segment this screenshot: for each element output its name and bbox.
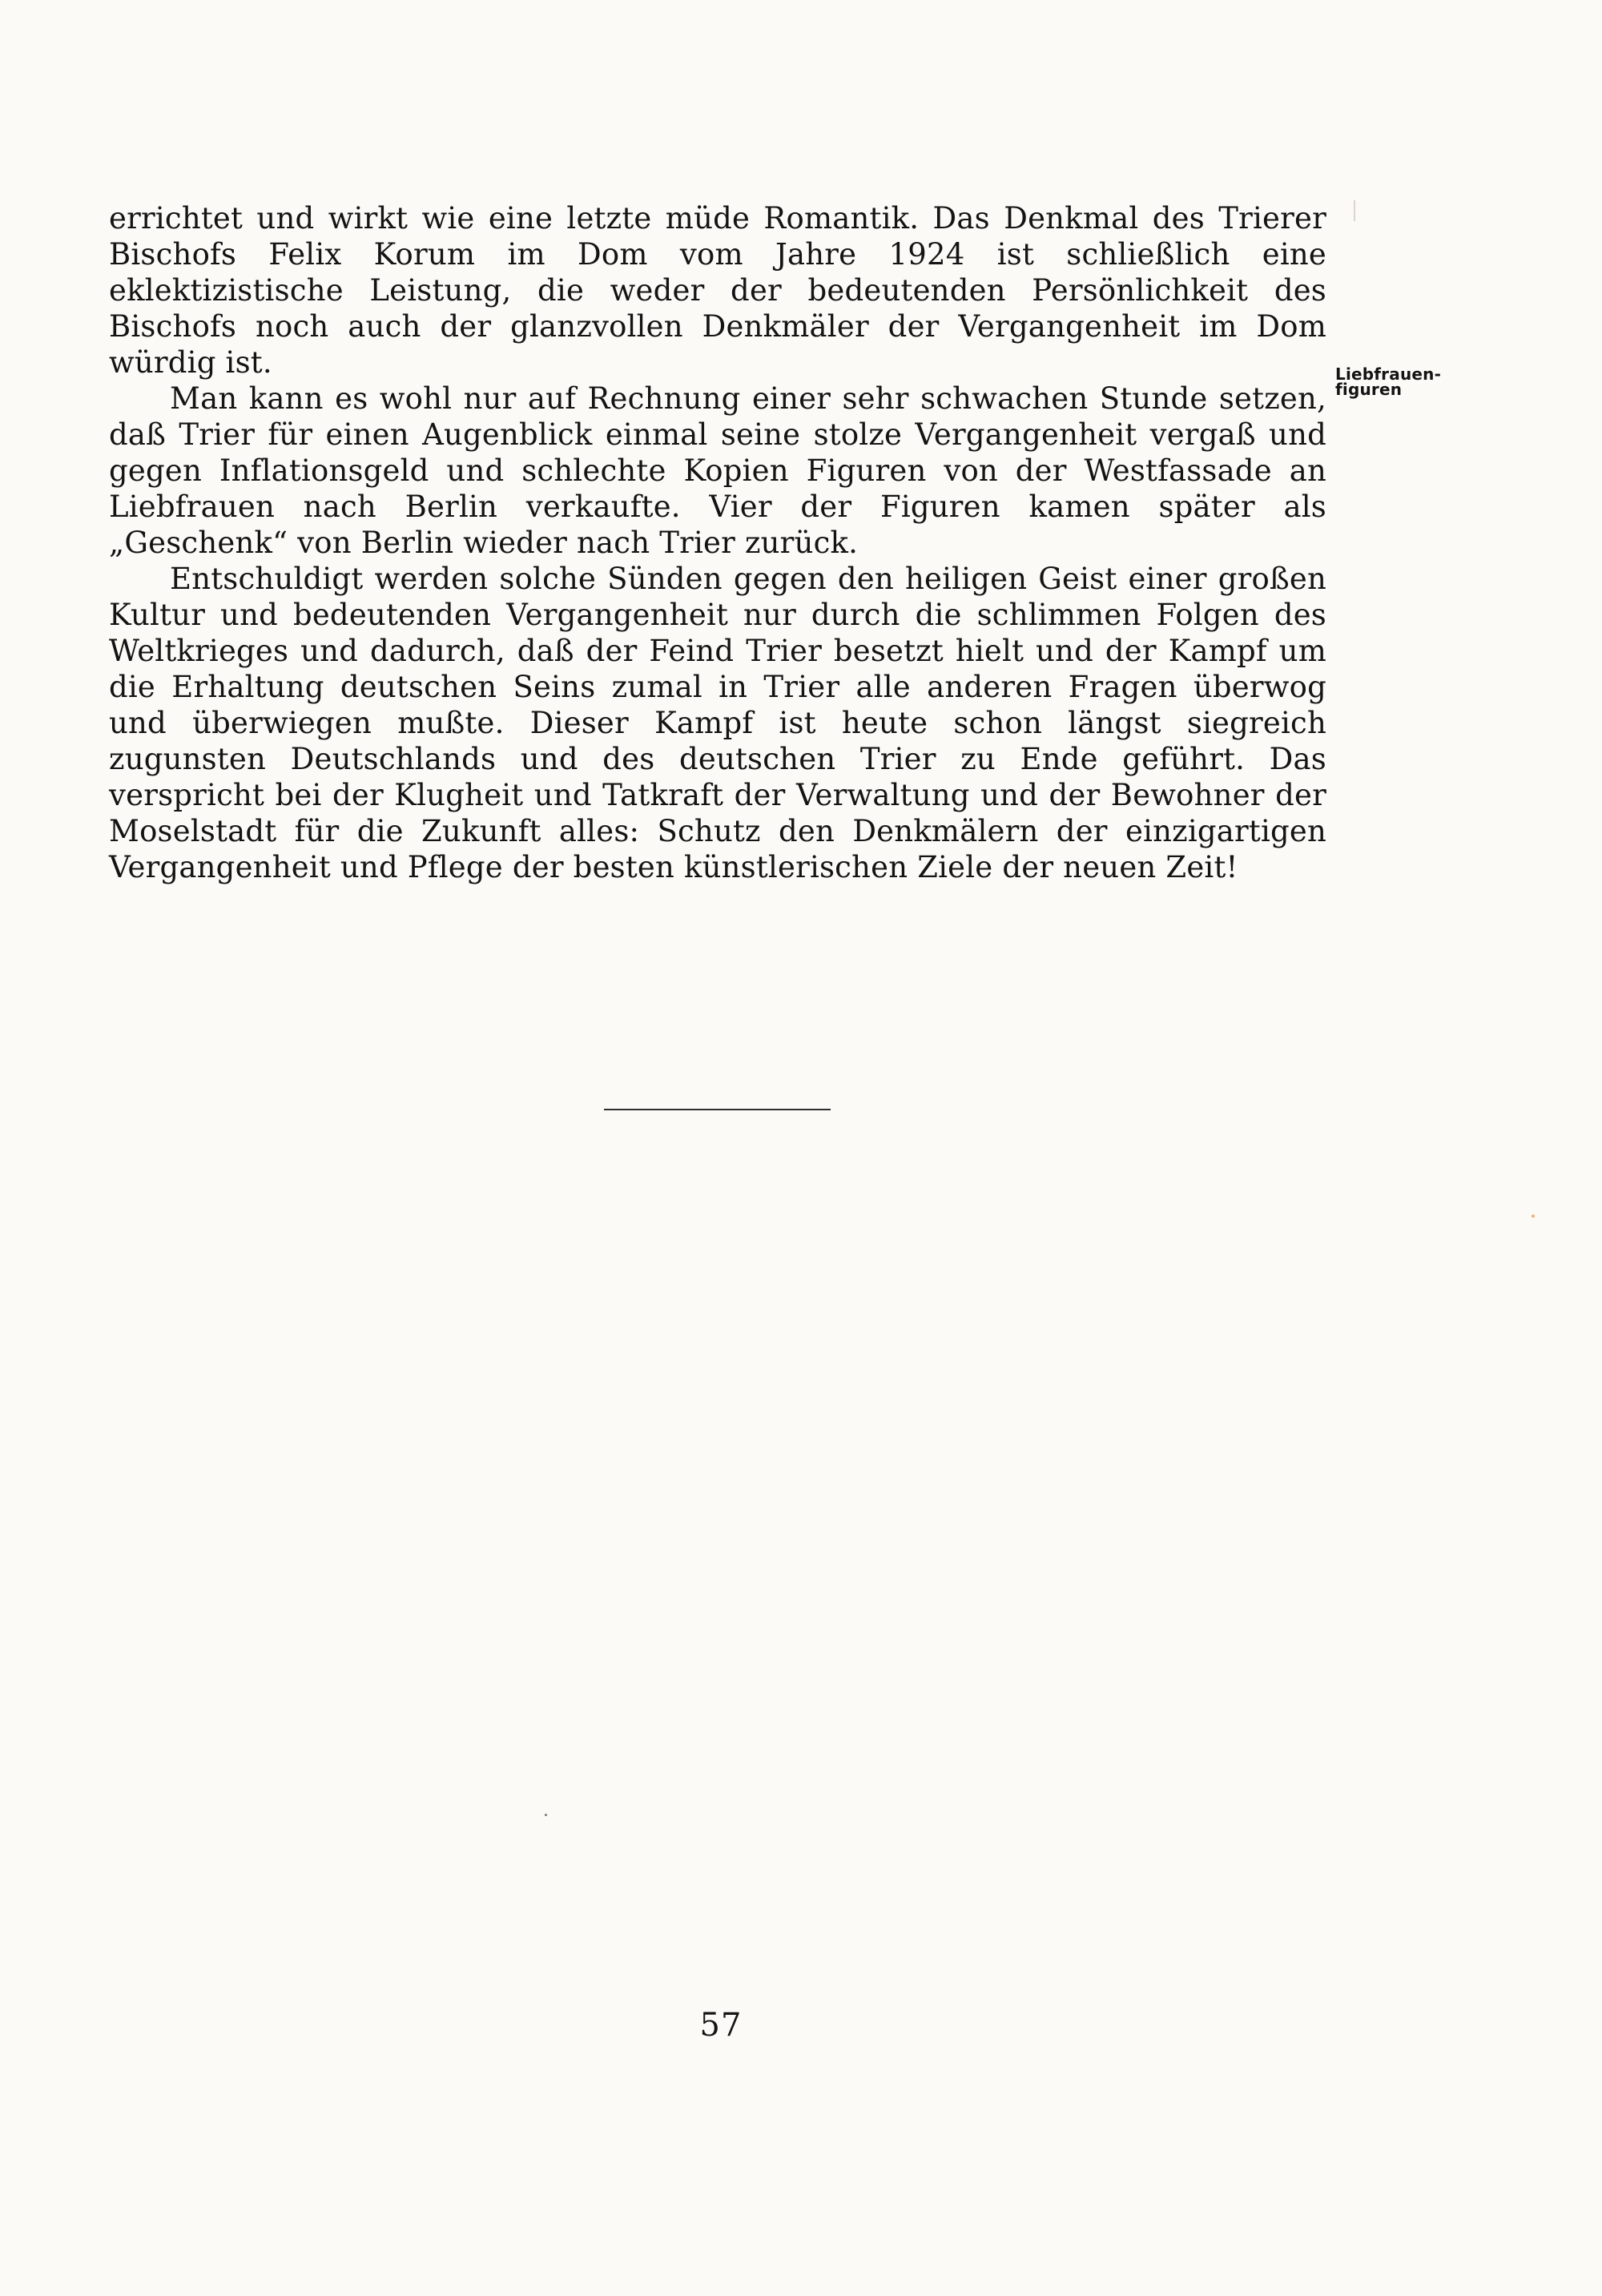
paragraph-conclusion: Entschuldigt werden solche Sünden gegen den heiligen Geist einer großen Kultur und bedeutenden Vergangenheit nur durch die schlimmen Folgen des Weltkrieges und dadurch, daß der Feind Trier besetzt hielt und der Kampf um die Erhaltung deutschen Seins zumal in Trier alle anderen Fragen überwog und überwiegen mußte. Dieser Kampf ist heute schon längst siegreich zugunsten Deutschlands und des deutschen Trier zu Ende geführt. Das verspricht bei der Klugheit und Tatkraft der Verwaltung und der Bewohner der Moselstadt für die Zukunft alles: Schutz den Denkmälern der einzigartigen Vergangenheit und Pflege der besten künstlerischen Ziele der neuen Zeit! bbox=[109, 562, 1326, 884]
marginal-note-line-2: figuren bbox=[1335, 380, 1403, 399]
body-text bbox=[109, 200, 1326, 885]
page-number: 57 bbox=[699, 2007, 743, 2044]
scan-speck-orange bbox=[1532, 1214, 1535, 1218]
paragraph-continuation: errichtet und wirkt wie eine letzte müde Romantik. Das Denkmal des Trierer Bischofs Felix Korum im Dom vom Jahre 1924 ist schließlich eine eklektizistische Leistung, die weder der bedeutenden Persönlichkeit des Bischofs noch auch der glanzvollen Denkmäler der Vergangenheit im Dom würdig ist. bbox=[109, 201, 1326, 380]
scan-speck bbox=[545, 1814, 547, 1816]
scan-edge-mark bbox=[1354, 200, 1355, 221]
marginal-note-line-1: Liebfrauen- bbox=[1335, 365, 1442, 384]
paragraph-liebfrauen-figures: Man kann es wohl nur auf Rechnung einer sehr schwachen Stunde setzen, daß Trier für einen Augenblick einmal seine stolze Vergangenheit vergaß und gegen Inflationsgeld und schlechte Kopien Figuren von der Westfassade an Liebfrauen nach Berlin verkaufte. Vier der Figuren kamen später als „Geschenk“ von Berlin wieder nach Trier zurück. bbox=[109, 381, 1326, 560]
marginal-note bbox=[1335, 367, 1471, 397]
section-divider bbox=[604, 1109, 831, 1110]
